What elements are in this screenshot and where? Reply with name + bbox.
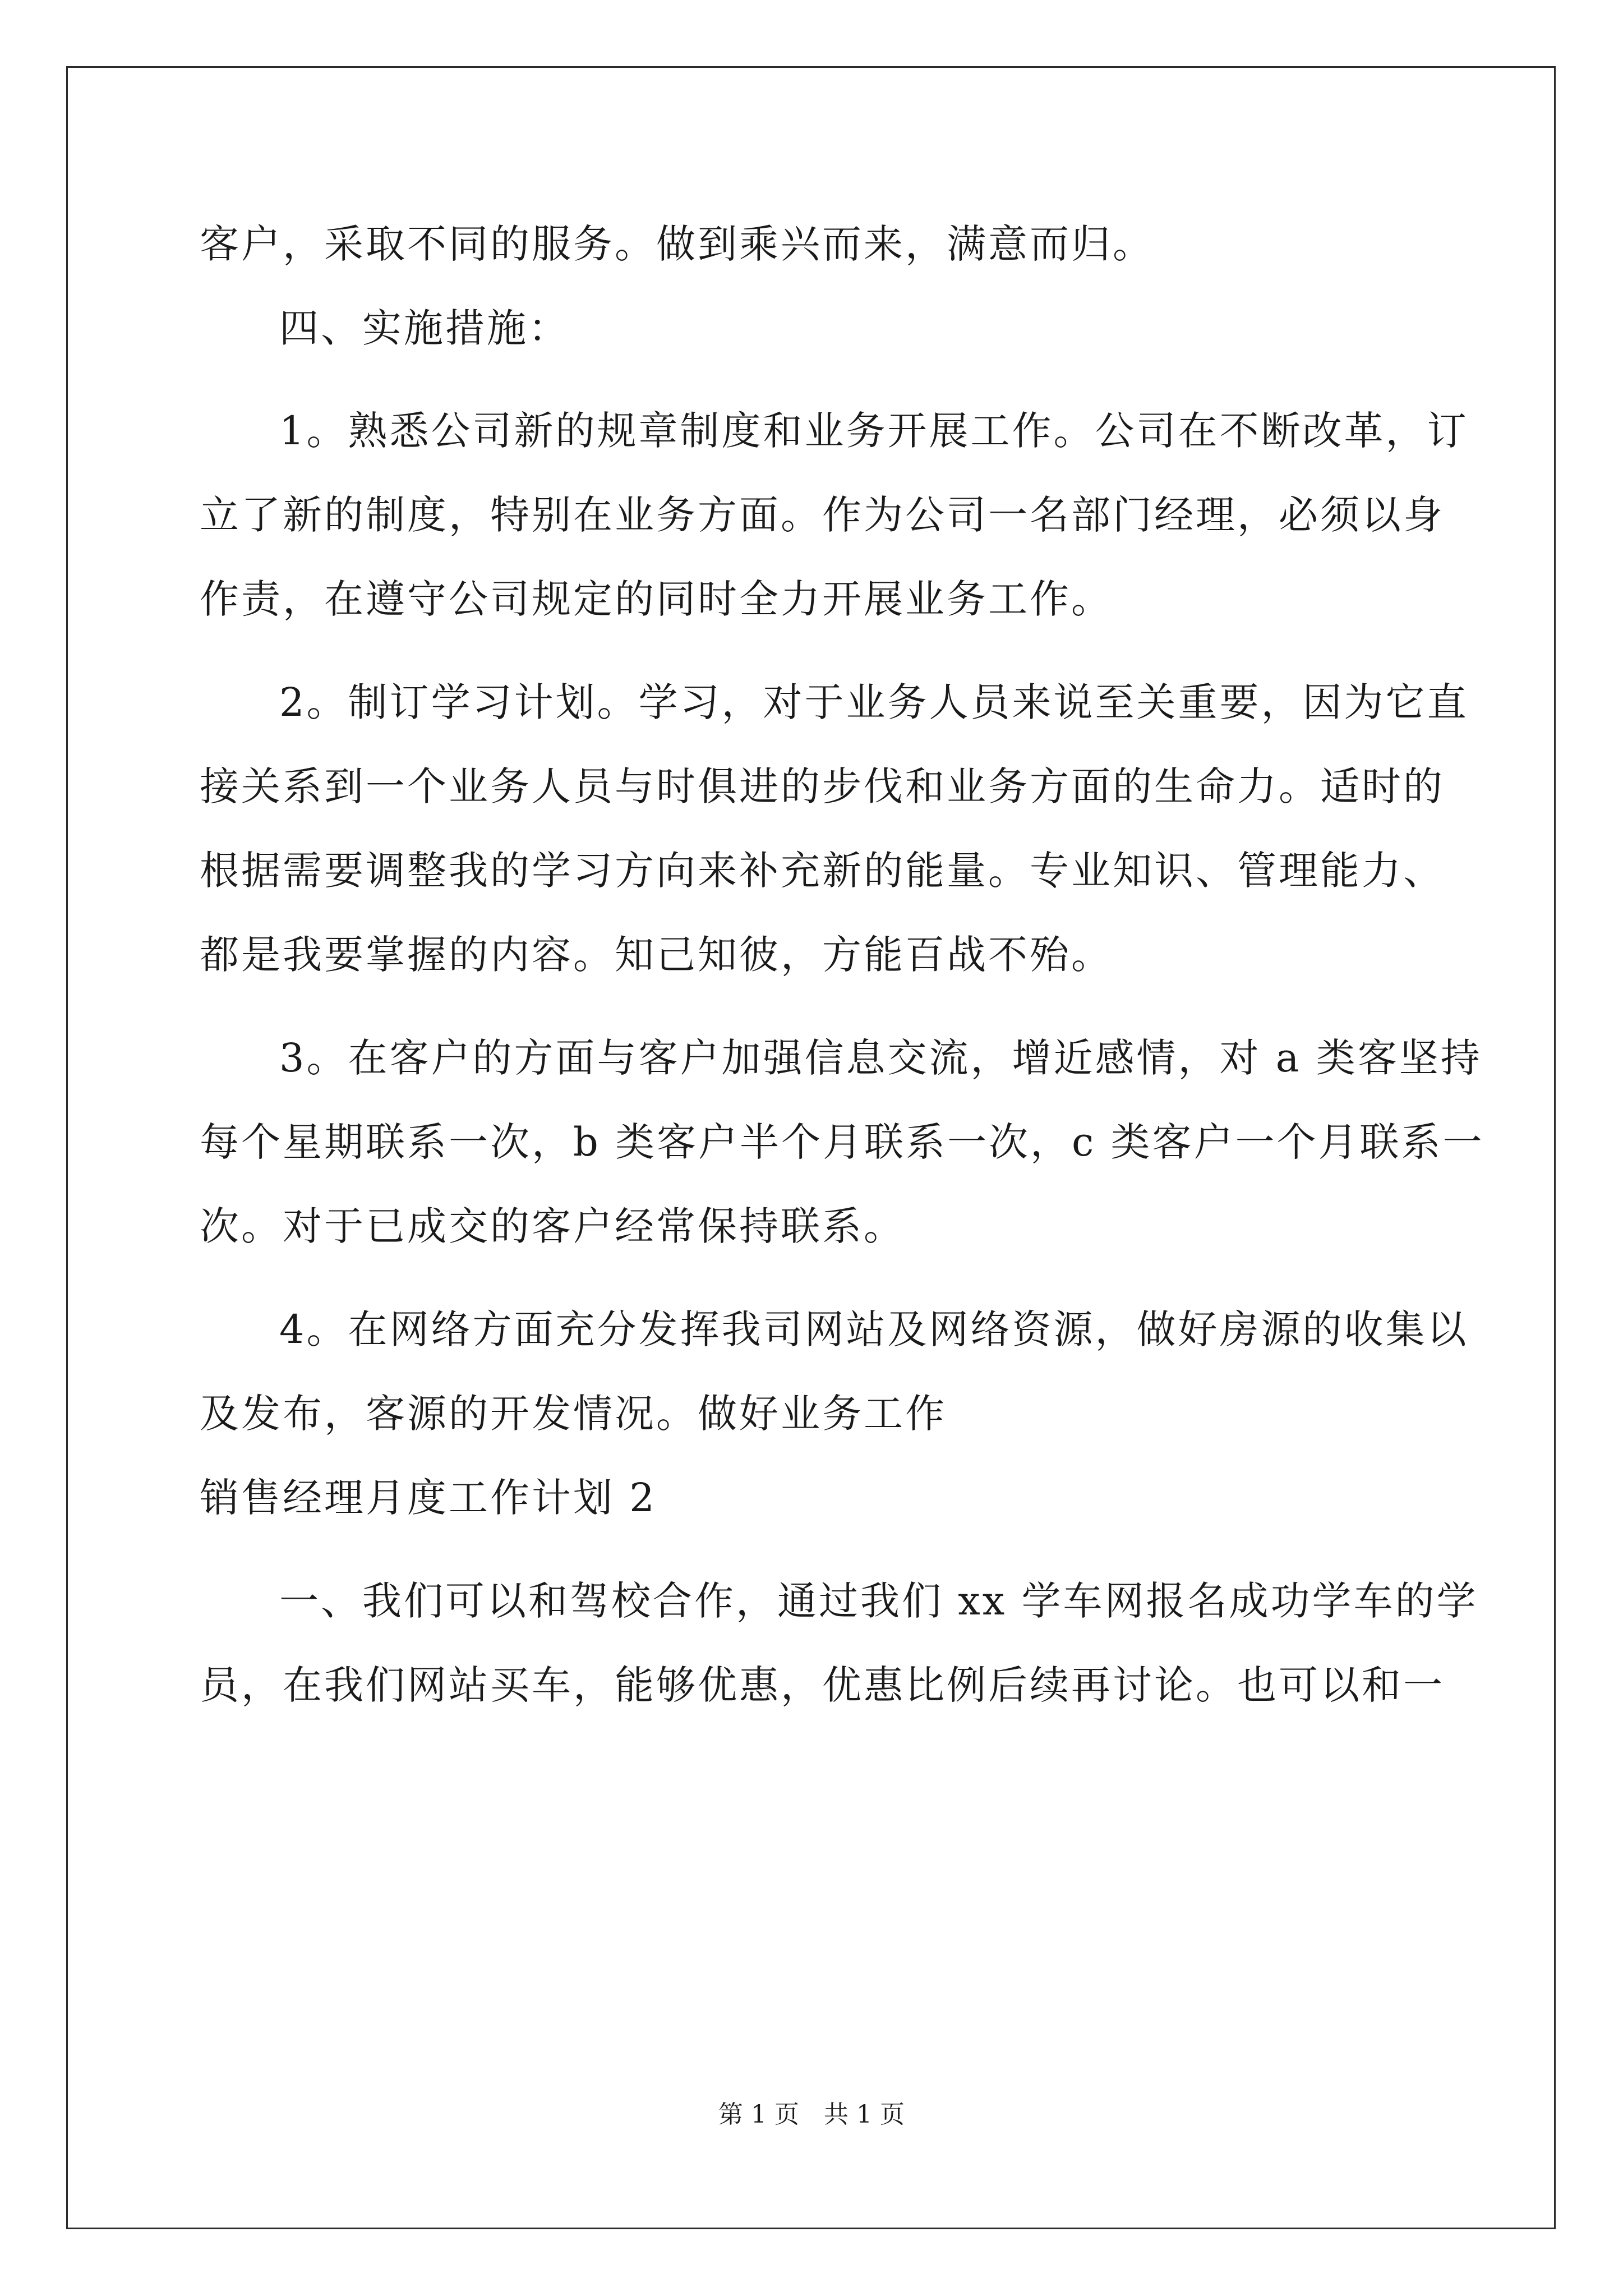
text-line-13: 4。在网络方面充分发挥我司网站及网络资源，做好房源的收集以 bbox=[279, 1306, 1469, 1352]
page-footer: 第 1 页 共 1 页 bbox=[718, 2100, 905, 2129]
text-line-8: 根据需要调整我的学习方向来补充新的能量。专业知识、管理能力、 bbox=[200, 848, 1445, 894]
text-line-12: 次。对于已成交的客户经常保持联系。 bbox=[200, 1203, 905, 1249]
text-line-6: 2。制订学习计划。学习，对于业务人员来说至关重要，因为它直 bbox=[279, 679, 1469, 725]
text-line-5: 作责，在遵守公司规定的同时全力开展业务工作。 bbox=[200, 576, 1113, 622]
text-line-1: 客户，采取不同的服务。做到乘兴而来，满意而归。 bbox=[200, 221, 1154, 267]
document-subtitle: 销售经理月度工作计划 2 bbox=[200, 1475, 657, 1521]
text-line-9: 都是我要掌握的内容。知己知彼，方能百战不殆。 bbox=[200, 932, 1113, 978]
section-heading-measures: 四、实施措施： bbox=[279, 305, 570, 351]
text-line-10: 3。在客户的方面与客户加强信息交流，增近感情，对 a 类客坚持 bbox=[279, 1035, 1482, 1081]
text-line-7: 接关系到一个业务人员与时俱进的步伐和业务方面的生命力。适时的 bbox=[200, 763, 1445, 809]
text-line-16: 一、我们可以和驾校合作，通过我们 xx 学车网报名成功学车的学 bbox=[279, 1578, 1478, 1624]
text-line-14: 及发布，客源的开发情况。做好业务工作 bbox=[200, 1391, 947, 1437]
text-line-3: 1。熟悉公司新的规章制度和业务开展工作。公司在不断改革，订 bbox=[279, 408, 1469, 454]
text-line-11: 每个星期联系一次，b 类客户半个月联系一次，c 类客户一个月联系一 bbox=[200, 1119, 1484, 1165]
text-line-4: 立了新的制度，特别在业务方面。作为公司一名部门经理，必须以身 bbox=[200, 492, 1445, 538]
text-line-17: 员，在我们网站买车，能够优惠，优惠比例后续再讨论。也可以和一 bbox=[200, 1662, 1445, 1708]
